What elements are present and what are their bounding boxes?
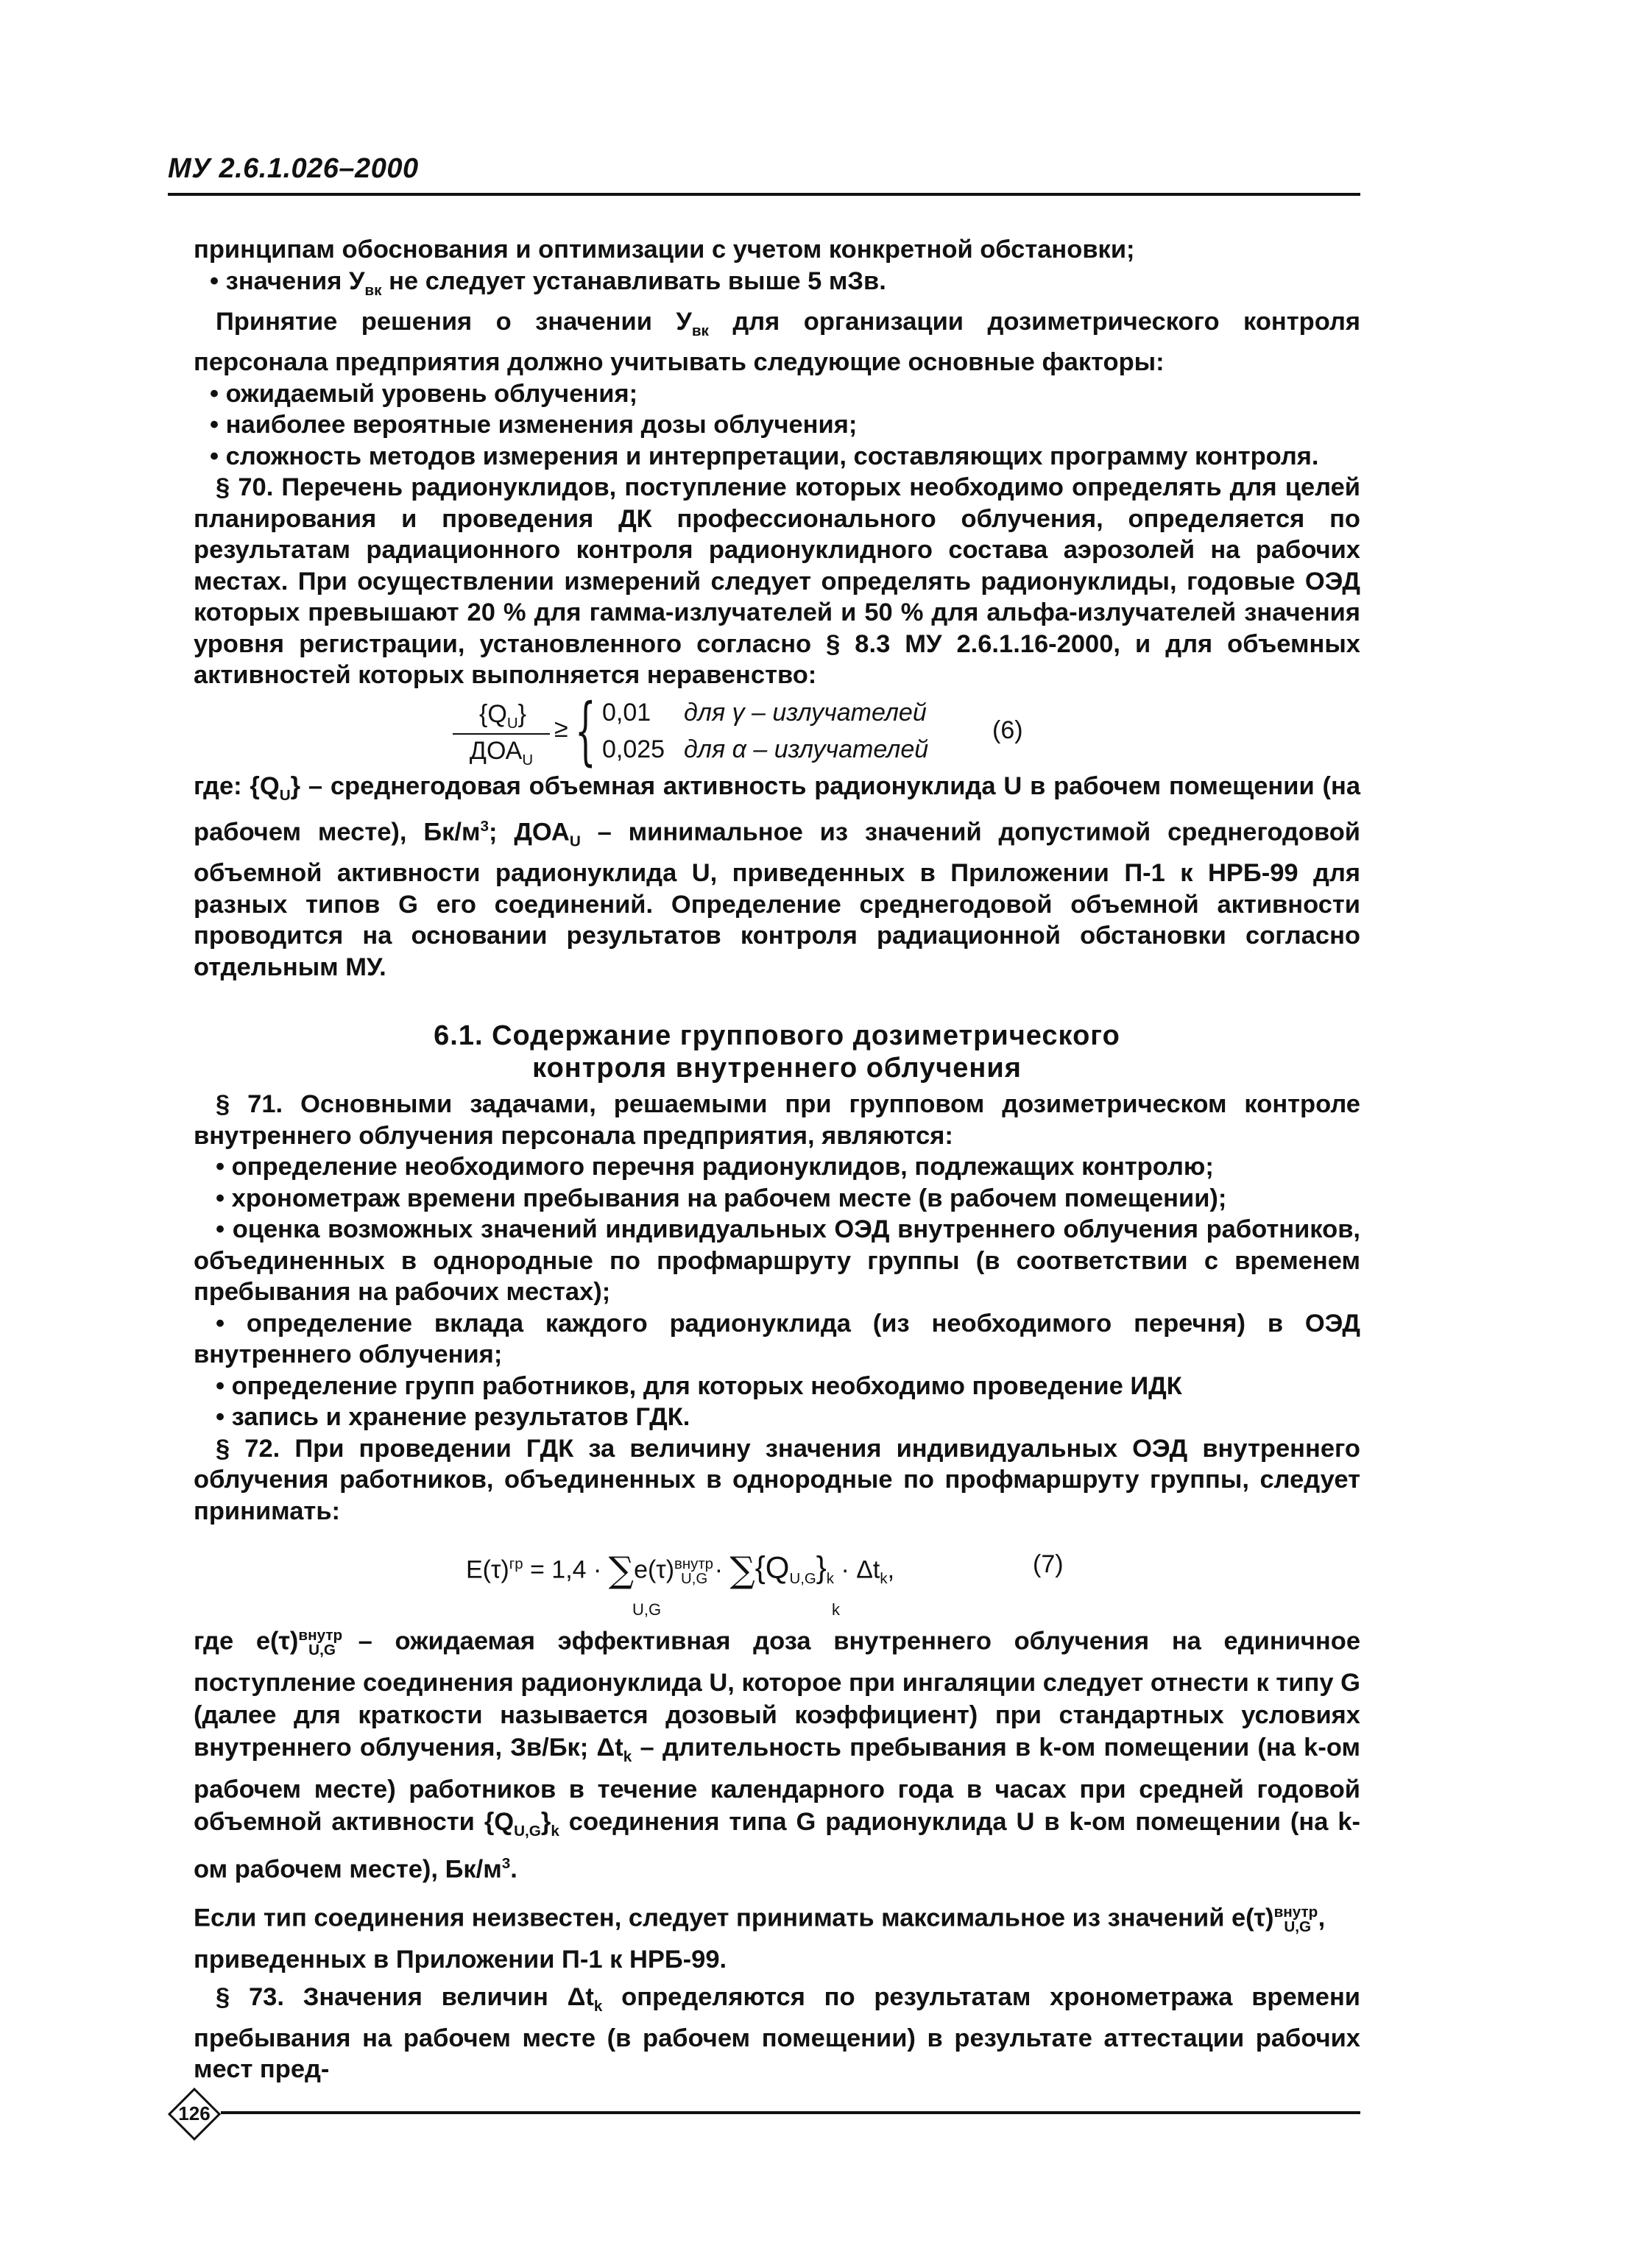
page-header: МУ 2.6.1.026–2000 (168, 153, 419, 184)
section-heading: 6.1. Содержание группового дозиметрического контроля внутреннего облучения (434, 1020, 1120, 1084)
sum-sign: ∑ (608, 1550, 635, 1592)
page-number: 126 (178, 2102, 211, 2124)
formula-6 (194, 687, 1360, 774)
case-1-value: 0,01 (602, 698, 651, 727)
formula-7 (194, 1527, 1360, 1619)
fraction-bar (453, 733, 550, 735)
page-body (194, 234, 1360, 2085)
case-2-value: 0,025 (602, 735, 665, 763)
paragraph-where-7: где $e(\tau)^{внутр}_{U,G}$ – ожидаемая эффективная доза внутреннего облучения на единичное поступление соединения радионуклида U, которое при ингаляции следует отнести к типу G (далее для краткости называется дозовый коэффициент) при стандартных условиях внутреннего облучения, Зв/Бк; $\Delta t_k$ – длительность пребывания в k-ом помещении (на k-ом рабочем месте) работников в течение календарного года в часах при средней годовой объемной активности $\{Q_{U,G}\}_k$ соединения типа G радионуклида U в k-ом помещении (на k-ом рабочем месте), $Бк/м^3$. (194, 1627, 1361, 1884)
formula-7-body: $E(\tau)^{гр} = 1,4 \cdot \sum e(\tau)^{внутр}_{U,G} \cdot \sum\{Q_{U,G}\}_k \cdot \Delta t_k$, (466, 1550, 895, 1592)
sum-2-subscript: k (832, 1600, 840, 1619)
list-item: • запись и хранение результатов ГДК. (216, 1403, 690, 1432)
ge-sign: ≥ (554, 714, 568, 743)
paragraph-decision: Принятие решения о значении $У_{вк}$ для организации дозиметрического контроля персонала предприятия должно учитывать следующие основные факторы: (194, 307, 1361, 377)
list-item: • сложность методов измерения и интерпретации, составляющих программу контроля. (210, 442, 1319, 470)
list-item: • ожидаемый уровень облучения; (210, 379, 638, 408)
list-item: • оценка возможных значений индивидуальных ОЭД внутреннего облучения работников, объединенных в однородные по профмаршруту группы (в соответствии с временем пребывания на рабочих местах); (194, 1215, 1360, 1307)
sum-sign: ∑ (729, 1550, 755, 1592)
sum-1-subscript: U,G (632, 1600, 662, 1619)
header-rule (168, 193, 1360, 196)
case-2-text: для α – излучателей (684, 735, 929, 763)
list-item: • наиболее вероятные изменения дозы облучения; (210, 411, 858, 439)
equation-number-6: (6) (992, 716, 1023, 744)
case-1-text: для γ – излучателей (684, 698, 927, 727)
list-item: • определение групп работников, для которых необходимо проведение ИДК (216, 1371, 1182, 1400)
paragraph-where-6: где: $\{Q_U\}$ – среднегодовая объемная активность радионуклида U в рабочем помещении (на рабочем месте), $Бк/м^3$; $ДОА_U$ – минимальное из значений допустимой среднегодовой объемной активности радионуклида U, приведенных в Приложении П-1 к НРБ-99 для разных типов G его соединений. Определение среднегодовой объемной активности проводится на основании результатов контроля радиационной обстановки согласно отдельным МУ. (194, 771, 1361, 981)
page-number-badge (168, 2088, 221, 2141)
paragraph-71: § 71. Основными задачами, решаемыми при групповом дозиметрическом контроле внутреннего облучения персонала предприятия, являются: (194, 1090, 1360, 1150)
formula-6-numerator: $\{Q_U\}$ (479, 699, 526, 732)
list-item: • определение вклада каждого радионуклида (из необходимого перечня) в ОЭД внутреннего облучения; (194, 1309, 1360, 1369)
bullet-limit: • значения $У_{вк}$ не следует устанавливать выше 5 мЗв. (210, 266, 886, 299)
footer-rule (221, 2111, 1360, 2114)
paragraph-73: § 73. Значения величин $\Delta t_k$ определяются по результатам хронометража времени пребывания на рабочем месте (в рабочем помещении) в результате аттестации рабочих мест пред- (194, 1983, 1360, 2084)
paragraph-unknown-type: Если тип соединения неизвестен, следует принимать максимальное из значений $e(\tau)^{внутр}_{U,G}$ , приведенных в Приложении П-1 к НРБ-99. (194, 1903, 1326, 1974)
list-item: • определение необходимого перечня радионуклидов, подлежащих контролю; (216, 1153, 1214, 1181)
list-item: • хронометраж времени пребывания на рабочем месте (в рабочем помещении); (216, 1184, 1227, 1212)
formula-6-denominator: $ДОА_U$ (469, 736, 534, 769)
paragraph-continuation: принципам обоснования и оптимизации с учетом конкретной обстановки; (194, 236, 1135, 264)
brace: { (575, 687, 596, 774)
paragraph-72: § 72. При проведении ГДК за величину значения индивидуальных ОЭД внутреннего облучения работников, объединенных в однородные по профмаршруту группы, следует принимать: (194, 1434, 1360, 1525)
paragraph-70: § 70. Перечень радионуклидов, поступление которых необходимо определять для целей планирования и проведения ДК профессионального облучения, определяется по результатам радиационного контроля радионуклидного состава аэрозолей на рабочих местах. При осуществлении измерений следует определять радионуклиды, годовые ОЭД которых превышают 20 % для гамма-излучателей и 50 % для альфа-излучателей значения уровня регистрации, установленного согласно § 8.3 МУ 2.6.1.16-2000, и для объемных активностей которых выполняется неравенство: (194, 473, 1360, 690)
equation-number-7: (7) (1033, 1550, 1064, 1579)
